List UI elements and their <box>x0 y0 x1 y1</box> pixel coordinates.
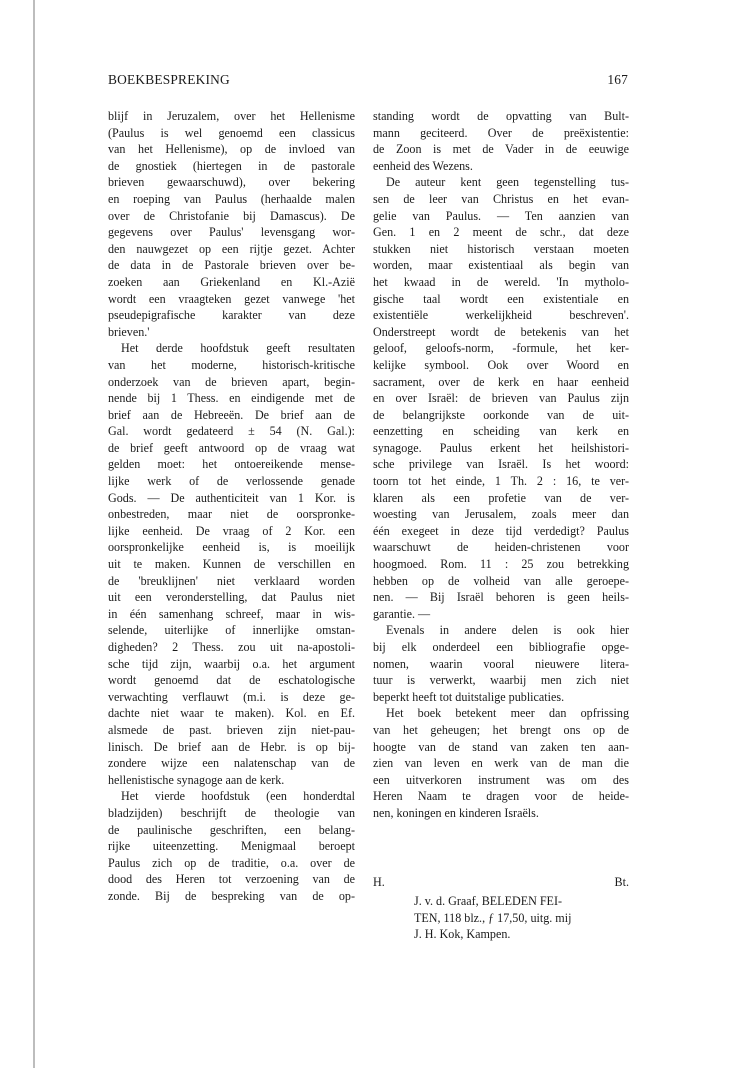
citation-line: J. H. Kok, Kampen. <box>414 927 511 942</box>
text-line: sen de leer van Christus en het evan- <box>373 191 629 206</box>
paragraph <box>373 622 629 705</box>
paragraph <box>373 705 629 821</box>
text-line: synagoge. Paulus erkent het heilshistori- <box>373 440 629 455</box>
text-line: rijke uiteenzetting. Menigmaal beroept <box>108 839 355 854</box>
text-line: nende bij 1 Thess. en eindigende met de <box>108 391 355 406</box>
text-line: Onderstreept wordt de betekenis van het <box>373 324 629 339</box>
text-line: beperkt heeft tot duitstalige publicaties. <box>373 689 565 704</box>
text-line: selende, uiterlijke of innerlijke omstan- <box>108 623 355 638</box>
text-line: oorspronkelijke eenheid is, is moeilijk <box>108 540 355 555</box>
paragraph <box>373 174 629 622</box>
next-review-citation <box>414 893 629 943</box>
text-line: onbestreden, maar niet de oorspronke- <box>108 507 355 522</box>
text-line: een uitverkoren instrument was om des <box>373 772 629 787</box>
text-line: Evenals in andere delen is ook hier <box>386 623 629 638</box>
text-line: worden, maar existentiaal als begin van <box>373 258 629 273</box>
text-line: brieven.' <box>108 324 150 339</box>
text-line: hoogmoed. Rom. 11 : 25 zou betrekking <box>373 557 629 572</box>
text-line: zondere wijze een nalatenschap van de <box>108 756 355 771</box>
citation-line: J. v. d. Graaf, BELEDEN FEI- <box>414 894 563 908</box>
text-line: wordt genoemd dat de eschatologische <box>108 673 355 688</box>
text-line: sacrament, over de kerk en haar eenheid <box>373 374 629 389</box>
text-line: en roeping van Paulus (herhaalde malen <box>108 191 355 206</box>
review-signature <box>373 875 629 891</box>
scan-page-edge <box>33 0 35 1068</box>
text-line: Het boek betekent meer dan opfrissing <box>386 706 629 721</box>
text-line: van het Hellenisme), op de invloed van <box>108 142 355 157</box>
text-line: de gnostiek (hiertegen in de pastorale <box>108 158 355 173</box>
text-line: dood des Heren tot verzoening van de <box>108 872 355 887</box>
text-line: dachte niet waar te maken). Kol. en Ef. <box>108 706 355 721</box>
running-head <box>108 72 628 88</box>
text-line: hebben op de volheid van alle geroepe- <box>373 573 629 588</box>
text-line: gische taal wordt een existentiale en <box>373 291 629 306</box>
text-line: van het moderne, historisch-kritische <box>108 357 355 372</box>
right-column <box>373 108 629 822</box>
text-line: hellenistische synagoge aan de kerk. <box>108 772 285 787</box>
text-line: eenzetting en scheiding van kerk en <box>373 424 629 439</box>
text-line: den nauwgezet op een rijtje gezet. Achter <box>108 241 355 256</box>
text-line: blijf in Jeruzalem, over het Hellenisme <box>108 109 355 123</box>
paragraph <box>373 108 629 174</box>
page-number: 167 <box>607 72 628 87</box>
text-line: geloof, geloofs-norm, -formule, het ker- <box>373 341 629 356</box>
text-line: Gods. — De authenticiteit van 1 Kor. is <box>108 490 355 505</box>
text-line: klaren als een profetie van de ver- <box>373 490 629 505</box>
text-line: van het geheugen; het brengt ons op de <box>373 722 629 737</box>
text-line: brieven gewaarschuwd), over bekering <box>108 175 355 190</box>
text-line: de Zoon is met de Vader in de eeuwige <box>373 142 629 157</box>
text-line: nen. — Bij Israël behoren is geen heils- <box>373 590 629 605</box>
running-head-title: BOEKBESPREKING <box>108 72 230 87</box>
text-line: toorn tot het einde, 1 Th. 2 : 16, te ver- <box>373 474 629 489</box>
text-line: één exegeet in deze tijd verdedigt? Paulus <box>373 523 629 538</box>
text-line: linisch. De brief aan de Hebr. is op bij- <box>108 739 355 754</box>
paragraph <box>108 340 355 788</box>
citation-line: TEN, 118 blz., ƒ 17,50, uitg. mij <box>414 910 572 925</box>
text-line: nen, koningen en kinderen Israëls. <box>373 805 539 820</box>
text-line: de belangrijkste oorkonde van de uit- <box>373 407 629 422</box>
text-line: bij elk onderdeel een bibliografie opge- <box>373 640 629 654</box>
text-line: tuur is verwerkt, waarbij men zich niet <box>373 673 629 688</box>
text-line: standing wordt de opvatting van Bult- <box>373 109 629 123</box>
text-line: de paulinische geschriften, een belang- <box>108 822 355 837</box>
text-line: de data in de Pastorale brieven over be- <box>108 258 355 273</box>
text-line: verwachting verflauwt (m.i. is deze ge- <box>108 689 355 704</box>
text-line: Heren Naam te dragen voor de heide- <box>373 789 629 804</box>
text-line: gelie van Paulus. — Ten aanzien van <box>373 208 629 223</box>
left-column <box>108 108 355 905</box>
text-line: zien van leven en werk van de man die <box>373 756 629 771</box>
text-line: de brief geeft antwoord op de vraag wat <box>108 440 355 455</box>
text-line: hoogte van de stand van zaken ten aan- <box>373 739 629 754</box>
text-line: en over Israël: de brieven van Paulus zijn <box>373 391 629 406</box>
signature-initial-left: H. <box>373 875 385 889</box>
text-line: alsmede de past. brieven zijn niet-pau- <box>108 722 355 737</box>
text-line: de 'breuklijnen' niet verklaard worden <box>108 573 355 588</box>
text-line: waarschuwt de heiden-christenen voor <box>373 540 629 555</box>
text-line: eenheid des Wezens. <box>373 158 473 173</box>
text-line: (Paulus is wel genoemd een classicus <box>108 125 355 140</box>
text-line: Gen. 1 en 2 meent de schr., dat deze <box>373 225 629 240</box>
text-line: Het derde hoofdstuk geeft resultaten <box>121 341 355 356</box>
text-line: stukken niet historisch verstaan moeten <box>373 241 629 256</box>
text-line: sche privilege van Israël. Is het woord: <box>373 457 629 472</box>
text-line: Paulus zich op de traditie, o.a. over de <box>108 855 355 870</box>
text-line: pseudepigrafische karakter van deze <box>108 308 355 323</box>
text-line: woesting van Jerusalem, zoals meer dan <box>373 507 629 522</box>
text-line: existentiële werkelijkheid beschreven'. <box>373 308 629 323</box>
paragraph <box>108 108 355 340</box>
text-line: nomen, waarin vooral nieuwere litera- <box>373 656 629 671</box>
text-line: over de Christofanie bij Damascus). De <box>108 208 355 223</box>
text-line: sche tijd zijn, waarbij o.a. het argument <box>108 656 355 671</box>
text-line: uit een veronderstelling, dat Paulus niet <box>108 590 355 605</box>
text-line: mann geciteerd. Over de preëxistentie: <box>373 125 629 140</box>
text-line: lijke eenheid. De vraag of 2 Kor. een <box>108 523 355 538</box>
text-line: uit te maken. Kunnen de verschillen en <box>108 557 355 572</box>
text-line: lijke werk of de verlossende genade <box>108 474 355 489</box>
text-line: zonde. Bij de bespreking van de op- <box>108 888 355 903</box>
text-line: onderzoek van de brieven apart, begin- <box>108 374 355 389</box>
text-line: bladzijden) beschrijft de theologie van <box>108 805 355 820</box>
text-line: garantie. — <box>373 606 431 621</box>
text-line: in één samenhang schreef, maar in wis- <box>108 606 355 621</box>
text-line: het kwaad in de wereld. 'In mytholo- <box>373 274 629 289</box>
text-line: brief aan de Hebreeën. De brief aan de <box>108 407 355 422</box>
text-line: gegevens over Paulus' levensgang wor- <box>108 225 355 240</box>
text-line: wordt een vraagteken gezet vanwege 'het <box>108 291 355 306</box>
signature-initial-right: Bt. <box>614 875 629 889</box>
text-line: digheden? 2 Thess. zou uit na-apostoli- <box>108 640 355 654</box>
paragraph <box>108 788 355 904</box>
text-line: Het vierde hoofdstuk (een honderdtal <box>121 789 355 804</box>
text-line: De auteur kent geen tegenstelling tus- <box>386 175 629 190</box>
text-line: gelden moet: het ontoereikende mense- <box>108 457 355 472</box>
text-line: Gal. wordt gedateerd ± 54 (N. Gal.): <box>108 424 355 439</box>
text-line: kelijke symbool. Ook over Woord en <box>373 357 629 372</box>
text-line: zoeken aan Griekenland en Kl.-Azië <box>108 274 355 289</box>
